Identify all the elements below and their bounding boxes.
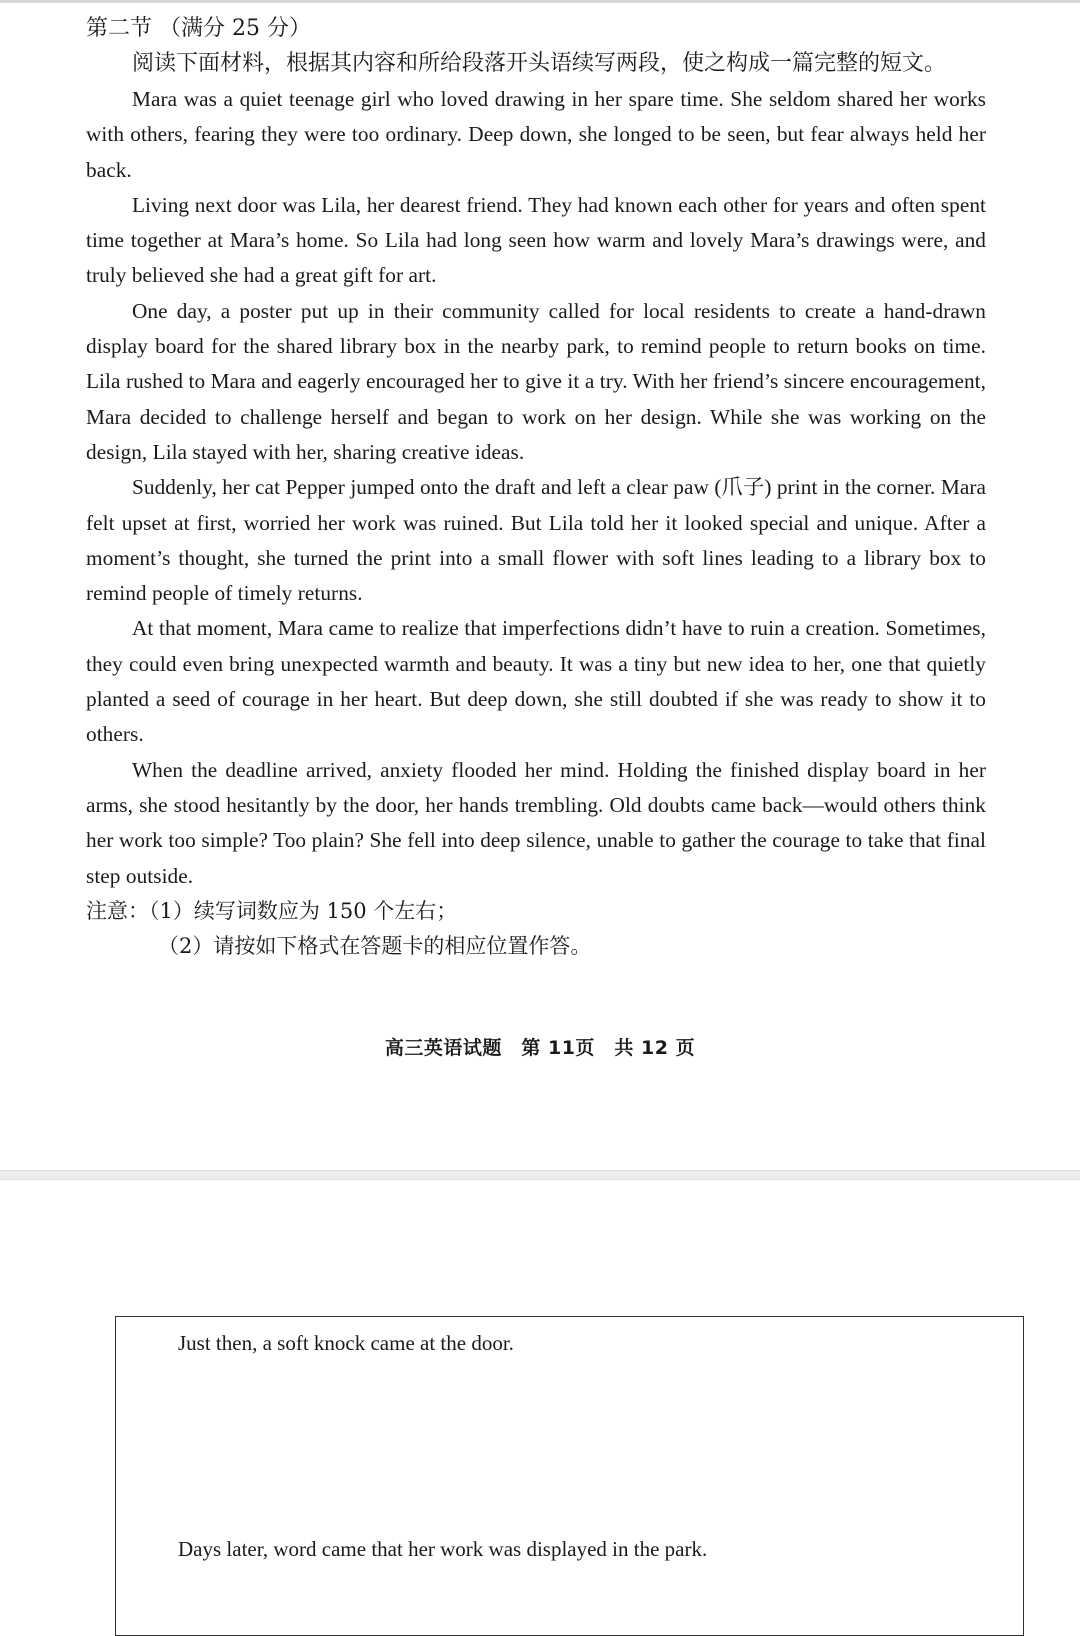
note-word-count: 注意：（1）续写词数应为 150 个左右； <box>86 898 458 923</box>
exam-page <box>86 12 986 964</box>
passage-paragraph: Suddenly, her cat Pepper jumped onto the draft and left a clear paw (爪子) print in the corner. Mara felt upset at first, worried her work was ruined. But Lila told her it looked special and unique. After a moment’s thought, she turned the print into a small flower with soft lines leading to a library box to remind people of timely returns. <box>86 475 986 606</box>
page-break-divider <box>0 1170 1080 1180</box>
note-answer-format: （2）请按如下格式在答题卡的相应位置作答。 <box>158 933 592 958</box>
paragraph-opener-2: Days later, word came that her work was displayed in the park. <box>178 1537 708 1561</box>
notes-block <box>86 894 986 964</box>
passage-paragraph: Living next door was Lila, her dearest friend. They had known each other for years and often spent time together at Mara’s home. So Lila had long seen how warm and lovely Mara’s drawings were, and truly believed she had a great gift for art. <box>86 192 986 288</box>
page-top-rule <box>0 0 1080 3</box>
page-footer: 高三英语试题 第 11页 共 12 页 <box>384 1037 696 1059</box>
paragraph-opener-1: Just then, a soft knock came at the door. <box>178 1331 514 1355</box>
passage-paragraph: One day, a poster put up in their community called for local residents to create a hand-drawn display board for the shared library box in the nearby park, to remind people to return books on time. Lila rushed to Mara and eagerly encouraged her to give it a try. With her friend’s sincere encouragement, Mara decided to challenge herself and began to work on her design. While she was working on the design, Lila stayed with her, sharing creative ideas. <box>86 298 986 464</box>
passage-paragraph: Mara was a quiet teenage girl who loved drawing in her spare time. She seldom shared her works with others, fearing they were too ordinary. Deep down, she longed to be seen, but fear always held her back. <box>86 87 986 182</box>
answer-box <box>115 1316 1024 1636</box>
passage-paragraph: When the deadline arrived, anxiety flooded her mind. Holding the finished display board in her arms, she stood hesitantly by the door, her hands trembling. Old doubts came back—would others think her work too simple? Too plain? She fell into deep silence, unable to gather the courage to take that final step outside. <box>86 757 986 888</box>
section-heading: 第二节 （满分 25 分） <box>86 16 311 41</box>
task-instruction: 阅读下面材料，根据其内容和所给段落开头语续写两段，使之构成一篇完整的短文。 <box>132 51 947 76</box>
reading-passage <box>86 82 986 894</box>
passage-paragraph: At that moment, Mara came to realize that imperfections didn’t have to ruin a creation. Sometimes, they could even bring unexpected warmth and beauty. It was a tiny but new idea to her, one that quietly planted a seed of courage in her heart. But deep down, she still doubted if she was ready to show it to others. <box>86 616 986 747</box>
